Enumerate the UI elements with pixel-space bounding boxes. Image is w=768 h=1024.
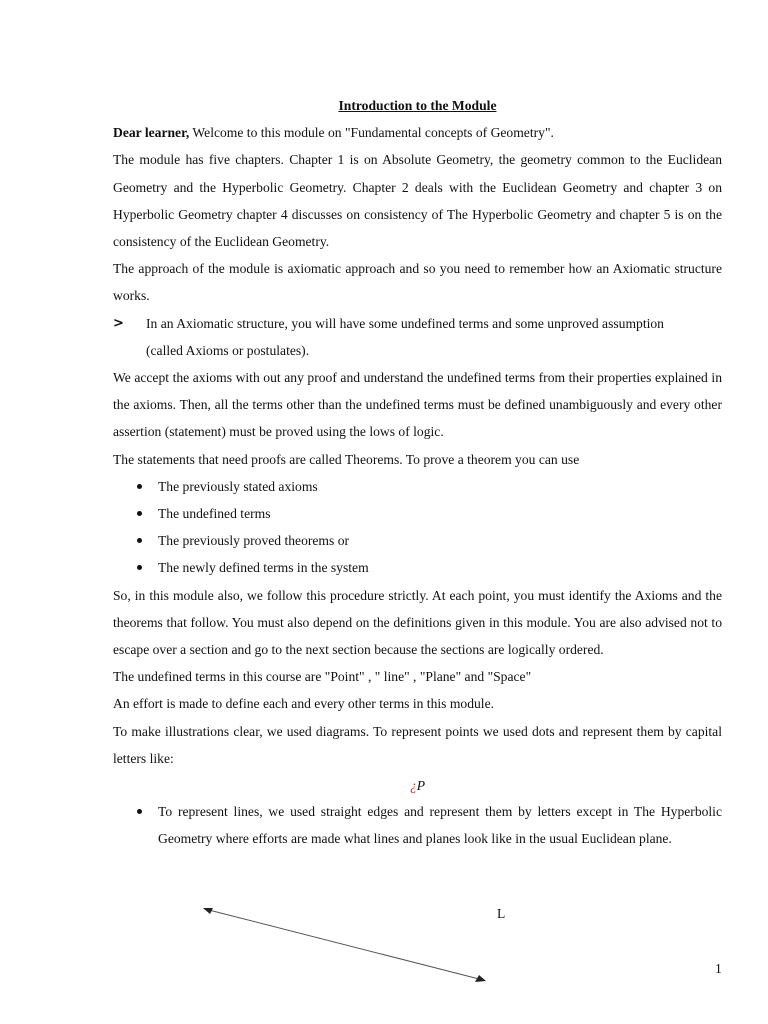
list-item bbox=[113, 554, 722, 581]
point-glyph: ¿ bbox=[409, 778, 417, 794]
point-example bbox=[113, 775, 722, 797]
diagrams-paragraph: To make illustrations clear, we used diagrams. To represent points we used dots and represent them by capital letters like: bbox=[113, 723, 722, 766]
list-item bbox=[113, 473, 722, 500]
list-item-text: The previously stated axioms bbox=[158, 478, 318, 494]
greeting-text: Welcome to this module on "Fundamental concepts of Geometry". bbox=[189, 125, 554, 141]
line-label: L bbox=[497, 906, 506, 921]
bullet-icon bbox=[137, 809, 142, 814]
arrowhead-left-icon bbox=[203, 908, 213, 914]
page-number: 1 bbox=[715, 961, 722, 976]
arrow-item bbox=[113, 310, 722, 337]
list-item bbox=[113, 527, 722, 554]
greeting-paragraph bbox=[113, 119, 722, 146]
approach-paragraph: The approach of the module is axiomatic approach and so you need to remember how an Axiomatic structure works. bbox=[113, 261, 722, 304]
bullet-icon bbox=[137, 565, 142, 570]
arrow-item-text: In an Axiomatic structure, you will have some undefined terms and some unproved assumption bbox=[146, 315, 664, 331]
bullet-icon bbox=[137, 484, 142, 489]
list-item-text: To represent lines, we used straight edges and represent them by letters except in The Hyperbolic Geometry where efforts are made what lines and planes look like in the usual Euclidean plane. bbox=[158, 804, 722, 847]
lines-bullet-list bbox=[113, 798, 722, 852]
list-item bbox=[113, 500, 722, 527]
chapters-paragraph: The module has five chapters. Chapter 1 is on Absolute Geometry, the geometry common to the Euclidean Geometry and the Hyperbolic Geometry. Chapter 2 deals with the Euclidean Geometry and chapter 3 on Hyperbolic Geometry chapter 4 discusses on consistency of The Hyperbolic Geometry and chapter 5 is on the consistency of the Euclidean Geometry. bbox=[113, 152, 722, 250]
bullet-icon bbox=[137, 538, 142, 543]
bullet-list bbox=[113, 473, 722, 582]
definitions-paragraph: An effort is made to define each and every other terms in this module. bbox=[113, 696, 495, 712]
procedure-paragraph: So, in this module also, we follow this procedure strictly. At each point, you must identify the Axioms and the theorems that follow. You must also depend on the definitions given in this module. You are also advised not to escape over a section and go to the next section because the sections are logically ordered. bbox=[113, 587, 722, 658]
line-segment bbox=[205, 909, 483, 980]
arrow-marker-icon: > bbox=[113, 315, 124, 331]
page-title: Introduction to the Module bbox=[338, 98, 497, 113]
greeting-bold: Dear learner, bbox=[113, 125, 190, 141]
bullet-icon bbox=[137, 511, 142, 516]
list-item-text: The newly defined terms in the system bbox=[158, 560, 369, 576]
page-content bbox=[113, 92, 722, 852]
theorems-paragraph: The statements that need proofs are called Theorems. To prove a theorem you can use bbox=[113, 451, 580, 467]
axioms-paragraph: We accept the axioms with out any proof and understand the undefined terms from their properties explained in the axioms. Then, all the terms other than the undefined terms must be defined unambiguously and every other assertion (statement) must be proved using the lows of logic. bbox=[113, 370, 722, 440]
line-diagram bbox=[195, 900, 505, 990]
list-item-text: The previously proved theorems or bbox=[158, 533, 350, 549]
arrow-item-continuation: (called Axioms or postulates). bbox=[146, 342, 310, 358]
undefined-terms-paragraph: The undefined terms in this course are "Point" , " line" , "Plane" and "Space" bbox=[113, 669, 532, 685]
list-item bbox=[113, 798, 722, 852]
point-letter: P bbox=[416, 778, 426, 794]
list-item-text: The undefined terms bbox=[158, 506, 271, 522]
